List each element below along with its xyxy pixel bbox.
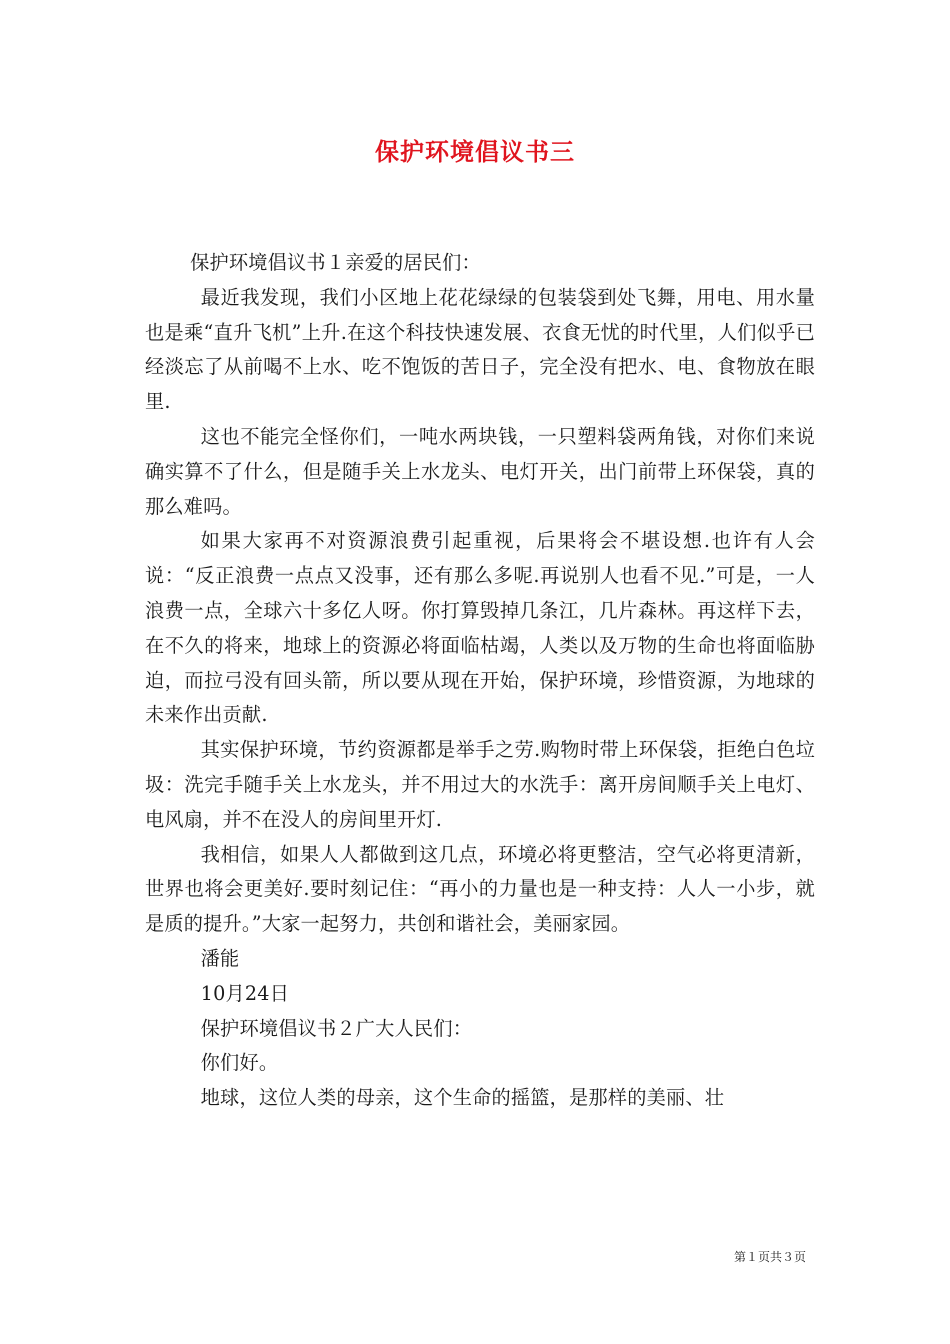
- paragraph: 保护环境倡议书２广大人民们：: [200, 1016, 473, 1040]
- paragraph: 其实保护环境，节约资源都是举手之劳.购物时带上环保袋，拒绝白色垃圾：洗完手随手关上水龙头，并不用过大的水洗手：离开房间顺手关上电灯、电风扇，并不在没人的房间里开灯.: [145, 738, 815, 831]
- paragraph: 你们好。: [200, 1051, 279, 1075]
- paragraph: 如果大家再不对资源浪费引起重视，后果将会不堪设想.也许有人会说：“反正浪费一点点又没事，还有那么多呢.再说别人也看不见.”可是，一人浪费一点，全球六十多亿人呀。你打算毁掉几条江，几片森林。再这样下去，在不久的将来，地球上的资源必将面临枯竭，人类以及万物的生命也将面临胁迫，而拉弓没有回头箭，所以要从现在开始，保护环境，珍惜资源，为地球的未来作出贡献.: [145, 529, 815, 727]
- document-title: 保护环境倡议书三: [375, 137, 575, 166]
- paragraph: 地球，这位人类的母亲，这个生命的摇篮，是那样的美丽、壮: [200, 1086, 725, 1110]
- paragraph: 我相信，如果人人都做到这几点，环境必将更整洁，空气必将更清新，世界也将会更美好.要时刻记住：“再小的力量也是一种支持：人人一小步，就是质的提升。”大家一起努力，共创和谐社会，美丽家园。: [145, 842, 815, 936]
- signature-date: 10月24日: [200, 981, 290, 1005]
- paragraph: 最近我发现，我们小区地上花花绿绿的包装袋到处飞舞，用电、用水量也是乘“直升飞机”上升.在这个科技快速发展、衣食无忧的时代里，人们似乎已经淡忘了从前喝不上水、吃不饱饭的苦日子，完全没有把水、电、食物放在眼里.: [145, 285, 815, 414]
- page-number: 第１页共３页: [733, 1250, 806, 1264]
- paragraph: 保护环境倡议书１亲爱的居民们：: [190, 251, 481, 274]
- signature-name: 潘能: [200, 946, 240, 970]
- document-body: [145, 246, 815, 1116]
- paragraph: 这也不能完全怪你们，一吨水两块钱，一只塑料袋两角钱，对你们来说确实算不了什么，但是随手关上水龙头、电灯开关，出门前带上环保袋，真的那么难吗。: [145, 424, 815, 518]
